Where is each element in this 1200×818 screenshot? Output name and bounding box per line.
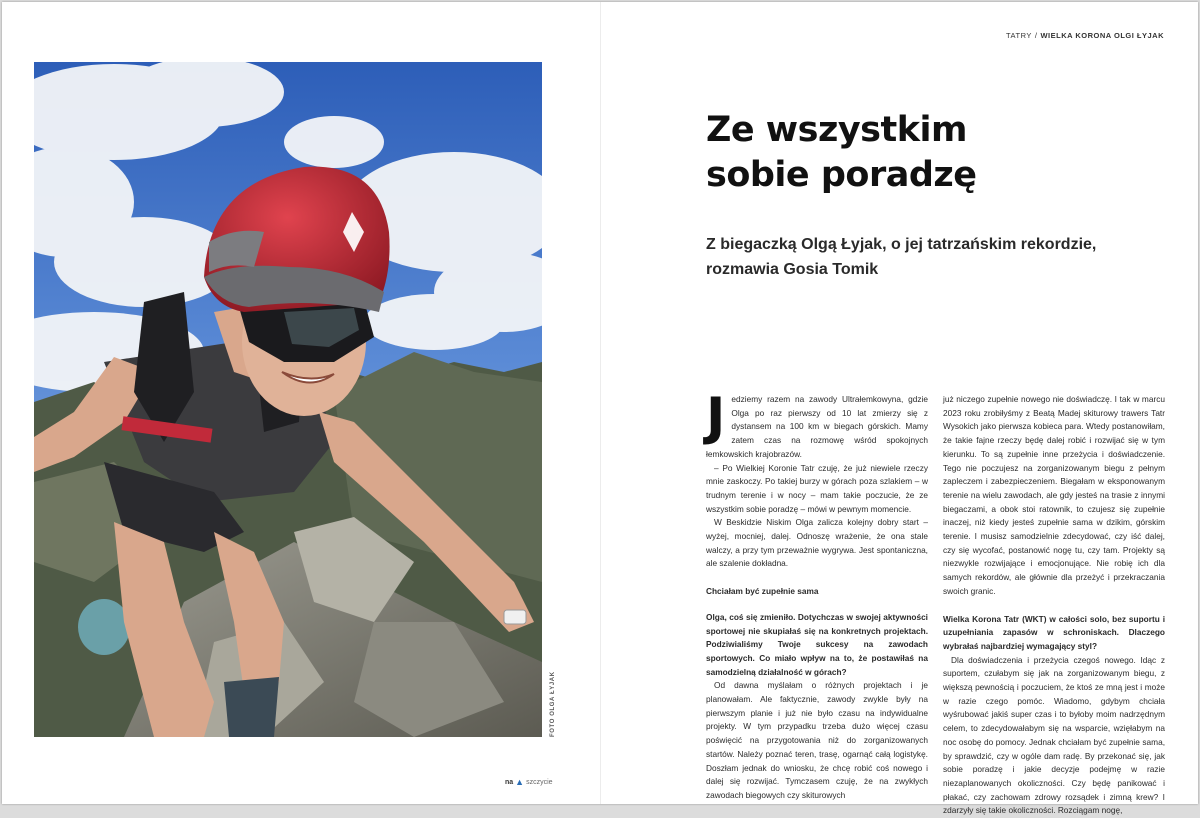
body-paragraph: już niczego zupełnie nowego nie doświadczę. I tak w marcu 2023 roku zrobiłyśmy z Beatą Madej skiturowy trawers Tatr Wysokich jako pierwsza kobieca para. Wtedy postanowiłam, że takie fajne rzeczy będę dalej robić i rozwijać się w tym kierunku. To są zupełnie inne przeżycia i doświadczenie. Tego nie poczujesz na zorganizowanym biegu z pełnym zapleczem i zabezpieczeniem. Biegałam w eksponowanym terenie na wielu zawodach, ale gdy jesteś na trasie z innymi biegaczami, a obok stoi ratownik, to czujesz się zupełnie inaczej, niż kiedy jesteś zupełnie sama w dzikim, górskim terenie. I musisz samodzielnie zdecydować, czy iść dalej, czy się wycofać, postanowić nogę tu, czy tam. Projekty są niezwykle rozwijające i emocjonujące. Nie robię ich dla samych rekordów, ale głównie dla przeżyć i przekraczania swoich granic.	[943, 394, 1165, 596]
section-heading: Chciałam być zupełnie sama	[706, 586, 819, 597]
article-title: Ze wszystkim sobie poradzę	[706, 110, 977, 195]
section-prefix: TATRY	[1006, 31, 1032, 40]
text-column-1	[706, 387, 928, 803]
interview-question: Wielka Korona Tatr (WKT) w całości solo, bez suportu i uzupełniania zapasów w schroniskach. Dlaczego wybrałaś najbardziej wymagający styl?	[943, 613, 1165, 651]
article-subtitle: Z biegaczką Olgą Łyjak, o jej tatrzańskim rekordzie, rozmawia Gosia Tomik	[706, 236, 1097, 278]
interview-answer: Od dawna myślałam o różnych projektach i je planowałam. Ale faktycznie, zawody zwykle były na pierwszym planie i już nie było czasu na indywidualne projekty. W tym przypadku trzeba dużo więcej czasu poświęcić na przygotowania niż do zorganizowanych startów. Należy poznać teren, trasę, ogarnąć całą logistykę. Doszłam jednak do wniosku, że chcę robić coś nowego i dalej się rozwijać. Tymczasem czuję, że na zwykłych zawodach biegowych czy skiturowych	[706, 680, 928, 800]
mountain-icon: ▲	[515, 777, 525, 787]
photo-credit: FOTO OLGA ŁYJAK	[550, 671, 556, 737]
magazine-spread	[2, 2, 1198, 816]
drop-cap: J	[706, 387, 726, 447]
logo-text-a: na	[505, 779, 514, 786]
quote-paragraph: – Po Wielkiej Koronie Tatr czuję, że już niewiele rzeczy mnie zaskoczy. Po takiej burzy w górach poza szlakiem – w trudnym terenie i w nocy – mam takie poczucie, że ze wszystkim sobie poradzę – mówi w pewnym momencie.	[706, 462, 928, 514]
body-paragraph: W Beskidzie Niskim Olga zalicza kolejny dobry start – wyżej, mocniej, dalej. Odnoszę wrażenie, że ona stale walczy, a przy tym przeważnie wygrywa. Jest spontaniczna, ale szalenie dokładna.	[706, 517, 928, 569]
intro-paragraph: edziemy razem na zawody Ultrałemkowyna, gdzie Olga po raz pierwszy od 10 lat zmierzy się z dystansem na 100 km w biegach górskich. Mamy zatem czas na rozmowę wśród spokojnych łemkowskich krajobrazów.	[706, 394, 928, 459]
section-separator: /	[1034, 31, 1038, 40]
section-name: WIELKA KORONA OLGI ŁYJAK	[1040, 31, 1164, 40]
interview-answer: Dla doświadczenia i przeżycia czegoś nowego. Idąc z suportem, czułabym się jak na zorganizowanym biegu, z większą pewnością i poczuciem, że ktoś ze mną jest i może w razie czego pomóc. Wiadomo, gdybym chciała wyśrubować jakiś super czas i to byłoby moim nadrzędnym celem, to zdecydowałabym się na wsparcie, wzięłabym na noc osobę do pomocy. Jednak chciałam być zupełnie sama, by sprawdzić, czy w ogóle dam radę. By przekonać się, jak sobie poradzę i jakie decyzje podejmę w razie niezaplanowanych okoliczności. Czy będę panikować i płakać, czy zachowam zdrowy rozsądek i zimną krew? I zdarzyły się takie okoliczności. Rozciągam nogę,	[943, 654, 1165, 816]
page-gutter	[600, 2, 601, 804]
logo-text-b: szczycie	[526, 779, 553, 786]
runner-photo-illustration	[34, 62, 542, 737]
magazine-logo	[505, 779, 553, 786]
runner-photo	[34, 62, 542, 737]
interview-question: Olga, coś się zmieniło. Dotychczas w swojej aktywności sportowej nie skupiałaś się na konkretnych projektach. Podziwialiśmy Twoje sukcesy na zawodach sportowych. Co miało wpływ na to, że postawiłaś na samodzielną działalność w górach?	[706, 611, 928, 677]
section-tag	[1006, 31, 1164, 40]
text-column-2	[943, 393, 1165, 818]
